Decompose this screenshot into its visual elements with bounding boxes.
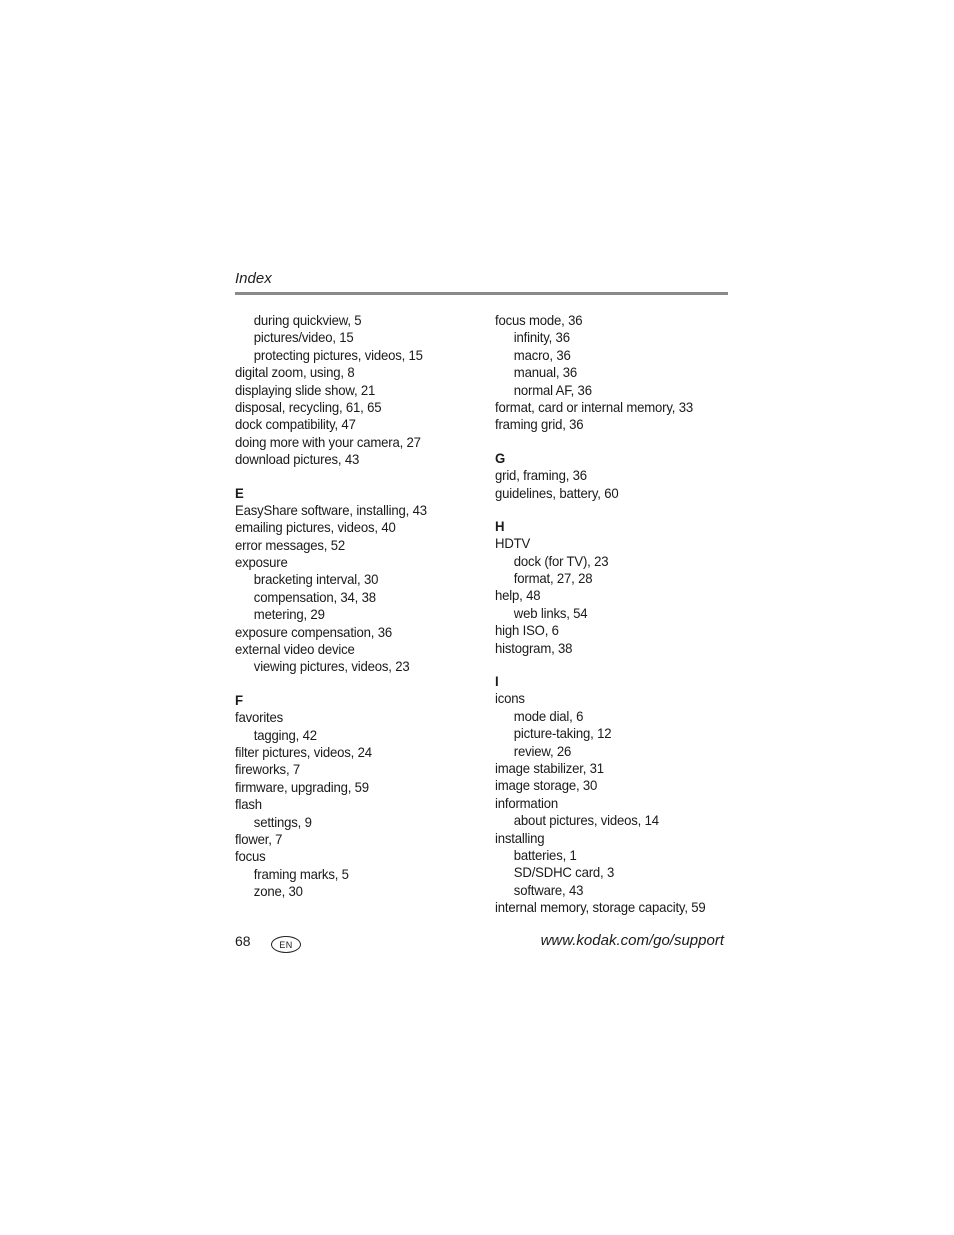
index-subentry: settings, 9: [253, 813, 312, 830]
index-subentry: format, 27, 28: [513, 570, 593, 587]
index-subentry: normal AF, 36: [513, 381, 592, 398]
index-entry: focus: [235, 848, 266, 865]
index-entry: digital zoom, using, 8: [235, 364, 355, 381]
index-column-right: [495, 312, 730, 917]
index-subentry: zone, 30: [253, 883, 303, 900]
index-entry: firmware, upgrading, 59: [235, 778, 369, 795]
index-entry: external video device: [235, 641, 355, 658]
index-subentry: viewing pictures, videos, 23: [253, 658, 410, 675]
index-subentry: compensation, 34, 38: [253, 588, 376, 605]
index-section-letter: F: [235, 691, 243, 708]
index-section-letter: H: [495, 517, 505, 534]
header-divider: [235, 292, 728, 295]
index-entry: EasyShare software, installing, 43: [235, 501, 427, 518]
index-entry: image storage, 30: [495, 777, 598, 794]
index-entry: doing more with your camera, 27: [235, 433, 421, 450]
index-subentry: dock (for TV), 23: [513, 552, 609, 569]
index-subentry: software, 43: [513, 881, 584, 898]
index-entry: flash: [235, 796, 262, 813]
index-section-letter: E: [235, 484, 244, 501]
index-entry: exposure compensation, 36: [235, 623, 392, 640]
index-entry: flower, 7: [235, 830, 283, 847]
index-entry: help, 48: [495, 587, 541, 604]
index-subentry: manual, 36: [513, 364, 578, 381]
index-entry: HDTV: [495, 535, 531, 552]
index-subentry: framing marks, 5: [253, 865, 349, 882]
index-entry: emailing pictures, videos, 40: [235, 519, 396, 536]
index-entry: guidelines, battery, 60: [495, 484, 619, 501]
index-subentry: pictures/video, 15: [253, 329, 354, 346]
index-entry: favorites: [235, 709, 284, 726]
index-entry: fireworks, 7: [235, 761, 301, 778]
index-subentry: tagging, 42: [253, 726, 317, 743]
index-column-left: [235, 312, 461, 901]
index-entry: error messages, 52: [235, 536, 345, 553]
index-subentry: about pictures, videos, 14: [513, 812, 659, 829]
index-entry: dock compatibility, 47: [235, 416, 356, 433]
index-entry: format, card or internal memory, 33: [495, 398, 693, 415]
index-entry: disposal, recycling, 61, 65: [235, 398, 382, 415]
index-entry: histogram, 38: [495, 639, 573, 656]
index-subentry: mode dial, 6: [513, 707, 584, 724]
index-subentry: SD/SDHC card, 3: [513, 864, 615, 881]
index-entry: filter pictures, videos, 24: [235, 743, 372, 760]
index-subentry: during quickview, 5: [253, 312, 362, 328]
index-subentry: infinity, 36: [513, 329, 570, 346]
index-subentry: review, 26: [513, 742, 572, 759]
index-entry: displaying slide show, 21: [235, 381, 376, 398]
index-entry: high ISO, 6: [495, 622, 559, 639]
index-subentry: metering, 29: [253, 606, 325, 623]
index-subentry: protecting pictures, videos, 15: [253, 346, 423, 363]
index-entry: image stabilizer, 31: [495, 759, 604, 776]
index-entry: framing grid, 36: [495, 416, 584, 433]
index-entry: installing: [495, 829, 545, 846]
index-section-letter: I: [495, 673, 499, 690]
page-number: 68: [235, 933, 251, 949]
page-header-title: Index: [235, 270, 272, 287]
index-subentry: web links, 54: [513, 604, 588, 621]
index-subentry: bracketing interval, 30: [253, 571, 379, 588]
language-badge: EN: [271, 936, 301, 953]
index-subentry: batteries, 1: [513, 846, 577, 863]
index-entry: focus mode, 36: [495, 312, 583, 328]
index-entry: download pictures, 43: [235, 451, 360, 468]
index-entry: internal memory, storage capacity, 59: [495, 899, 706, 916]
index-subentry: macro, 36: [513, 346, 571, 363]
index-subentry: picture-taking, 12: [513, 725, 612, 742]
index-entry: grid, framing, 36: [495, 467, 587, 484]
support-url-link[interactable]: www.kodak.com/go/support: [540, 932, 724, 949]
index-entry: exposure: [235, 554, 288, 571]
index-entry: icons: [495, 690, 525, 707]
index-section-letter: G: [495, 449, 506, 466]
index-entry: information: [495, 794, 559, 811]
